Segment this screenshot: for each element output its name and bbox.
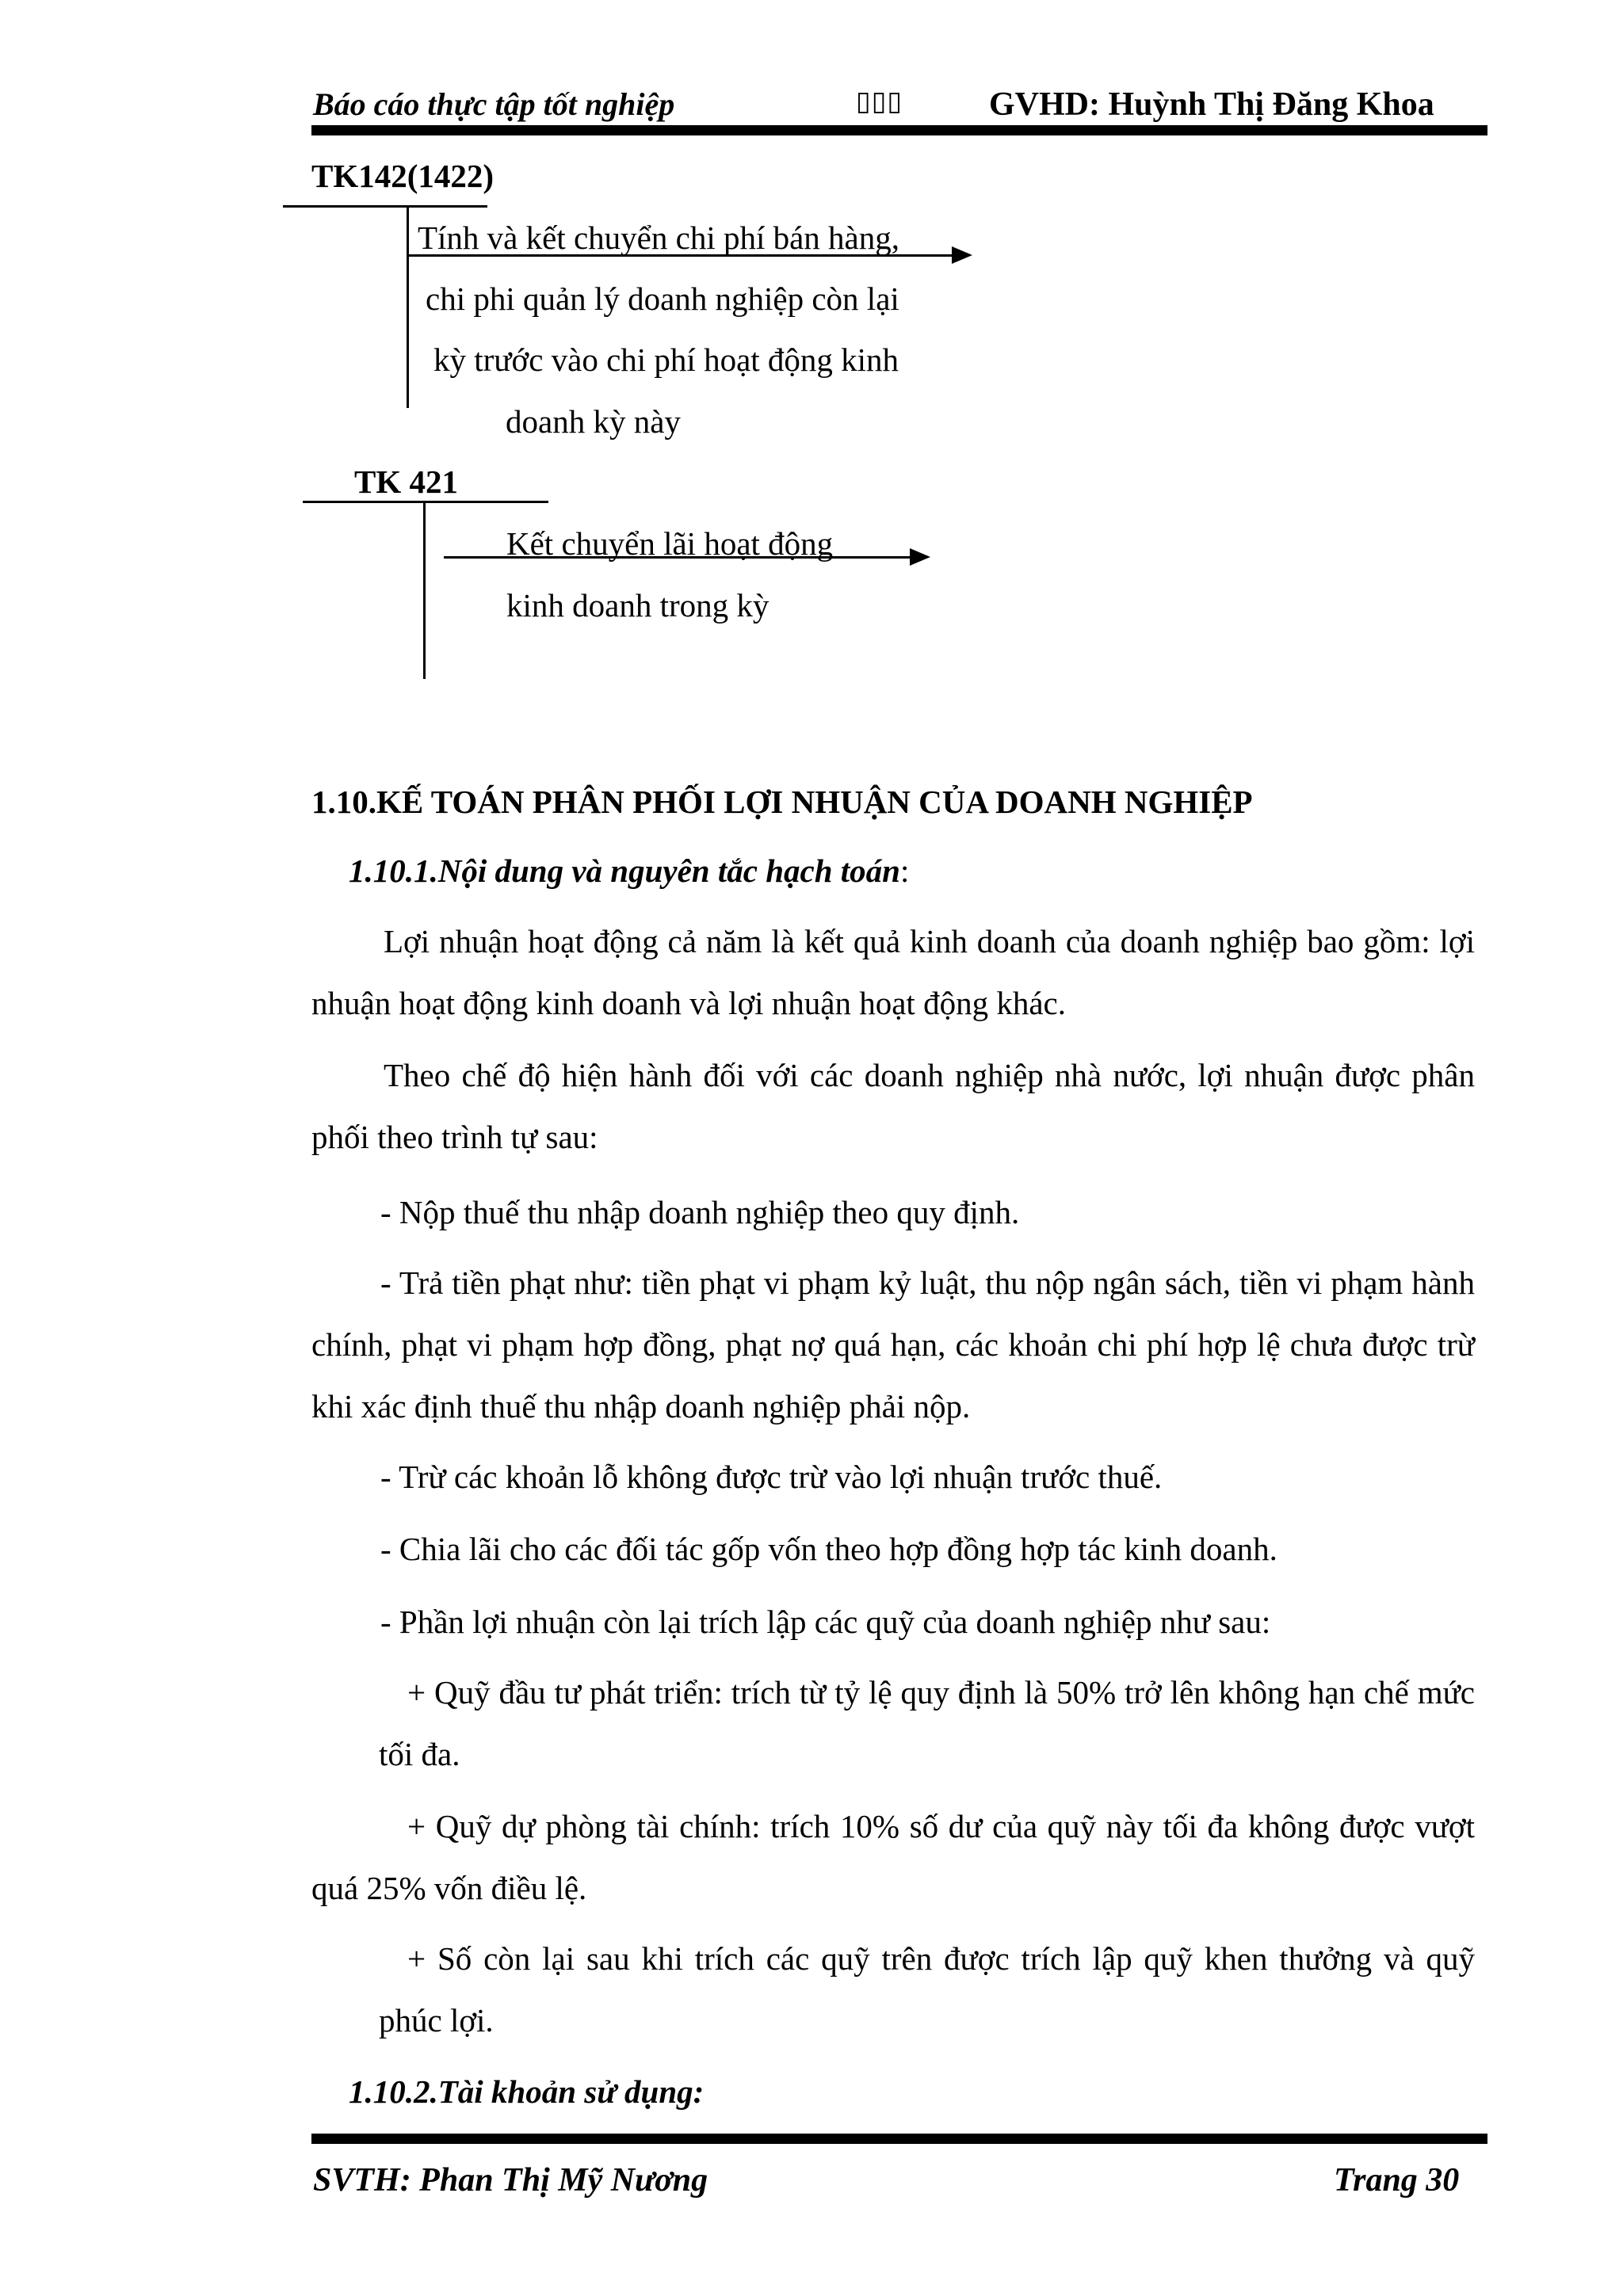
subsection-1-title [349, 852, 909, 890]
diagram1-t-horizontal [283, 205, 487, 208]
header-placeholder-glyphs: ▯▯▯ [856, 87, 903, 116]
header-report-title: Báo cáo thực tập tốt nghiệp [313, 86, 675, 122]
subsection-1-colon: : [899, 852, 910, 889]
list-item-4: - Chia lãi cho các đối tác gốp vốn theo hợp đồng hợp tác kinh doanh. [380, 1531, 1277, 1567]
subsection-1-text: 1.10.1.Nội dung và nguyên tắc hạch toán [349, 852, 900, 889]
paragraph-2: Theo chế độ hiện hành đối với các doanh nghiệp nhà nước, lợi nhuận được phân phối theo trình tự sau: [311, 1057, 1475, 1155]
diagram2-line-2: kinh doanh trong kỳ [506, 587, 769, 624]
diagram2-arrow-head [910, 548, 930, 566]
diagram1-t-vertical [407, 205, 409, 408]
footer-student-name: SVTH: Phan Thị Mỹ Nương [313, 2162, 708, 2199]
sub-item-3: + Số còn lại sau khi trích các quỹ trên được trích lập quỹ khen thưởng và quỹ phúc lợi. [379, 1940, 1475, 2039]
diagram1-line-3: kỳ trước vào chi phí hoạt động kinh [433, 341, 899, 378]
paragraph-1: Lợi nhuận hoạt động cả năm là kết quả kinh doanh của doanh nghiệp bao gồm: lợi nhuận hoạt động kinh doanh và lợi nhuận hoạt động khác. [311, 923, 1475, 1021]
list-item-3: - Trừ các khoản lỗ không được trừ vào lợi nhuận trước thuế. [380, 1459, 1163, 1495]
header-advisor: GVHD: Huỳnh Thị Đăng Khoa [989, 86, 1434, 123]
list-item-2: - Trả tiền phạt như: tiền phạt vi phạm kỷ luật, thu nộp ngân sách, tiền vi phạm hành chính, phạt vi phạm hợp đồng, phạt nợ quá hạn, các khoản chi phí hợp lệ chưa được trừ khi xác định thuế thu nhập doanh nghiệp phải nộp. [311, 1264, 1475, 1425]
sub-item-1: + Quỹ đầu tư phát triển: trích từ tỷ lệ quy định là 50% trở lên không hạn chế mức tối đa. [379, 1674, 1475, 1772]
sub-item-2: + Quỹ dự phòng tài chính: trích 10% số dư của quỹ này tối đa không được vượt quá 25% vốn điều lệ. [311, 1808, 1475, 1906]
subsection-2-title: 1.10.2.Tài khoản sử dụng: [349, 2073, 705, 2110]
footer-rule [311, 2134, 1487, 2144]
diagram1-line-4: doanh kỳ này [506, 403, 681, 440]
header-rule [311, 125, 1487, 135]
diagram2-account-title: TK 421 [354, 463, 458, 500]
list-item-1: - Nộp thuế thu nhập doanh nghiệp theo quy định. [380, 1194, 1020, 1230]
diagram2-t-vertical [423, 501, 426, 679]
diagram2-line-1: Kết chuyển lãi hoạt động [506, 525, 834, 562]
diagram2-t-horizontal [303, 501, 548, 503]
diagram1-arrow-head [952, 246, 972, 264]
section-title: 1.10.KẾ TOÁN PHÂN PHỐI LỢI NHUẬN CỦA DOANH NGHIỆP [311, 784, 1253, 820]
diagram1-line-1: Tính và kết chuyển chi phí bán hàng, [418, 219, 899, 256]
footer-page-number: Trang 30 [1334, 2162, 1460, 2199]
list-item-5: - Phần lợi nhuận còn lại trích lập các quỹ của doanh nghiệp như sau: [380, 1604, 1271, 1640]
diagram1-line-2: chi phi quản lý doanh nghiệp còn lại [426, 280, 899, 317]
diagram1-account-title: TK142(1422) [311, 158, 495, 194]
